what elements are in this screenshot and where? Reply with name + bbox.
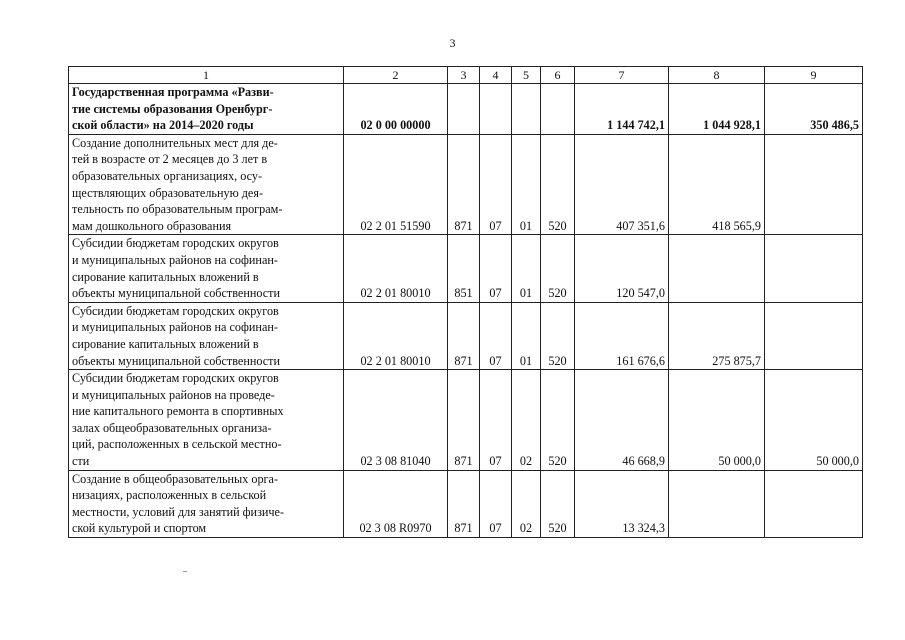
amount-col9-cell [765, 134, 863, 235]
header-row [69, 67, 863, 84]
subsection-cell: 01 [512, 302, 541, 369]
name-line: и муниципальных районов на софинан- [72, 320, 278, 335]
column-header: 6 [541, 67, 575, 84]
name-line: Субсидии бюджетам городских округов [72, 371, 279, 386]
column-header: 3 [448, 67, 480, 84]
column-header: 1 [69, 67, 344, 84]
amount-col8-cell [669, 470, 765, 537]
name-line: ций, расположенных в сельской местно- [72, 437, 282, 452]
subsection-cell: 01 [512, 235, 541, 302]
column-header: 2 [344, 67, 448, 84]
program-name-cell [69, 134, 344, 235]
program-name-cell [69, 470, 344, 537]
scan-speck [183, 571, 187, 572]
amount-col8-cell [669, 235, 765, 302]
name-line: тельность по образовательным програм- [72, 202, 283, 217]
expense-type-cell [541, 84, 575, 135]
amount-col7-cell: 120 547,0 [575, 235, 669, 302]
program-name-cell [69, 370, 344, 471]
section-cell: 07 [480, 370, 512, 471]
table-row [69, 84, 863, 135]
amount-col9-cell [765, 470, 863, 537]
program-name-cell [69, 235, 344, 302]
name-line: объекты муниципальной собственности [72, 286, 281, 301]
name-line: Государственная программа «Разви- [72, 85, 274, 99]
column-header: 8 [669, 67, 765, 84]
name-line: Субсидии бюджетам городских округов [72, 303, 279, 318]
budget-code-cell: 02 0 00 00000 [344, 84, 448, 135]
expense-type-cell: 520 [541, 370, 575, 471]
section-cell: 07 [480, 235, 512, 302]
subsection-cell: 02 [512, 370, 541, 471]
name-line: Субсидии бюджетам городских округов [72, 236, 279, 251]
budget-code-cell: 02 3 08 81040 [344, 370, 448, 471]
name-line: Создание дополнительных мест для де- [72, 135, 278, 150]
section-cell: 07 [480, 302, 512, 369]
page-number: 3 [449, 36, 456, 50]
name-line: ской культурой и спортом [72, 521, 207, 536]
table-row [69, 302, 863, 369]
ministry-code-cell: 871 [448, 302, 480, 369]
name-line: тей в возрасте от 2 месяцев до 3 лет в [72, 152, 268, 167]
subsection-cell: 01 [512, 134, 541, 235]
amount-col7-cell: 161 676,6 [575, 302, 669, 369]
name-line: ние капитального ремонта в спортивных [72, 404, 284, 419]
name-line: сти [72, 454, 90, 469]
amount-col8-cell: 50 000,0 [669, 370, 765, 471]
amount-col7-cell: 46 668,9 [575, 370, 669, 471]
subsection-cell: 02 [512, 470, 541, 537]
budget-code-cell: 02 2 01 80010 [344, 302, 448, 369]
program-name-cell [69, 302, 344, 369]
budget-code-cell: 02 3 08 R0970 [344, 470, 448, 537]
name-line: низациях, расположенных в сельской [72, 488, 267, 503]
name-line: образовательных организациях, осу- [72, 168, 263, 183]
column-header: 7 [575, 67, 669, 84]
budget-code-cell: 02 2 01 51590 [344, 134, 448, 235]
amount-col7-cell: 1 144 742,1 [575, 84, 669, 135]
name-line: сирование капитальных вложений в [72, 336, 259, 351]
ministry-code-cell: 851 [448, 235, 480, 302]
table-row [69, 470, 863, 537]
program-name-cell [69, 84, 344, 135]
name-line: мам дошкольного образования [72, 218, 232, 233]
name-line: залах общеобразовательных организа- [72, 420, 272, 435]
name-line: и муниципальных районов на проведе- [72, 387, 275, 402]
ministry-code-cell: 871 [448, 134, 480, 235]
amount-col9-cell: 50 000,0 [765, 370, 863, 471]
amount-col8-cell: 1 044 928,1 [669, 84, 765, 135]
ministry-code-cell [448, 84, 480, 135]
section-cell: 07 [480, 134, 512, 235]
expense-type-cell: 520 [541, 302, 575, 369]
table-row [69, 370, 863, 471]
amount-col7-cell: 407 351,6 [575, 134, 669, 235]
name-line: местности, условий для занятий физиче- [72, 504, 285, 519]
ministry-code-cell: 871 [448, 370, 480, 471]
amount-col9-cell [765, 235, 863, 302]
budget-table [68, 66, 863, 538]
amount-col7-cell: 13 324,3 [575, 470, 669, 537]
name-line: сирование капитальных вложений в [72, 269, 259, 284]
name-line: тие системы образования Оренбург- [72, 101, 273, 116]
amount-col9-cell [765, 302, 863, 369]
column-header: 5 [512, 67, 541, 84]
amount-col8-cell: 275 875,7 [669, 302, 765, 369]
expense-type-cell: 520 [541, 235, 575, 302]
amount-col9-cell: 350 486,5 [765, 84, 863, 135]
section-cell [480, 84, 512, 135]
expense-type-cell: 520 [541, 470, 575, 537]
section-cell: 07 [480, 470, 512, 537]
budget-code-cell: 02 2 01 80010 [344, 235, 448, 302]
name-line: и муниципальных районов на софинан- [72, 252, 278, 267]
column-header: 4 [480, 67, 512, 84]
expense-type-cell: 520 [541, 134, 575, 235]
name-line: объекты муниципальной собственности [72, 353, 281, 368]
column-header: 9 [765, 67, 863, 84]
name-line: ществляющих образовательную дея- [72, 185, 264, 200]
subsection-cell [512, 84, 541, 135]
table-row [69, 235, 863, 302]
name-line: Создание в общеобразовательных орга- [72, 471, 279, 486]
table-row [69, 134, 863, 235]
name-line: ской области» на 2014–2020 годы [72, 118, 254, 133]
ministry-code-cell: 871 [448, 470, 480, 537]
amount-col8-cell: 418 565,9 [669, 134, 765, 235]
